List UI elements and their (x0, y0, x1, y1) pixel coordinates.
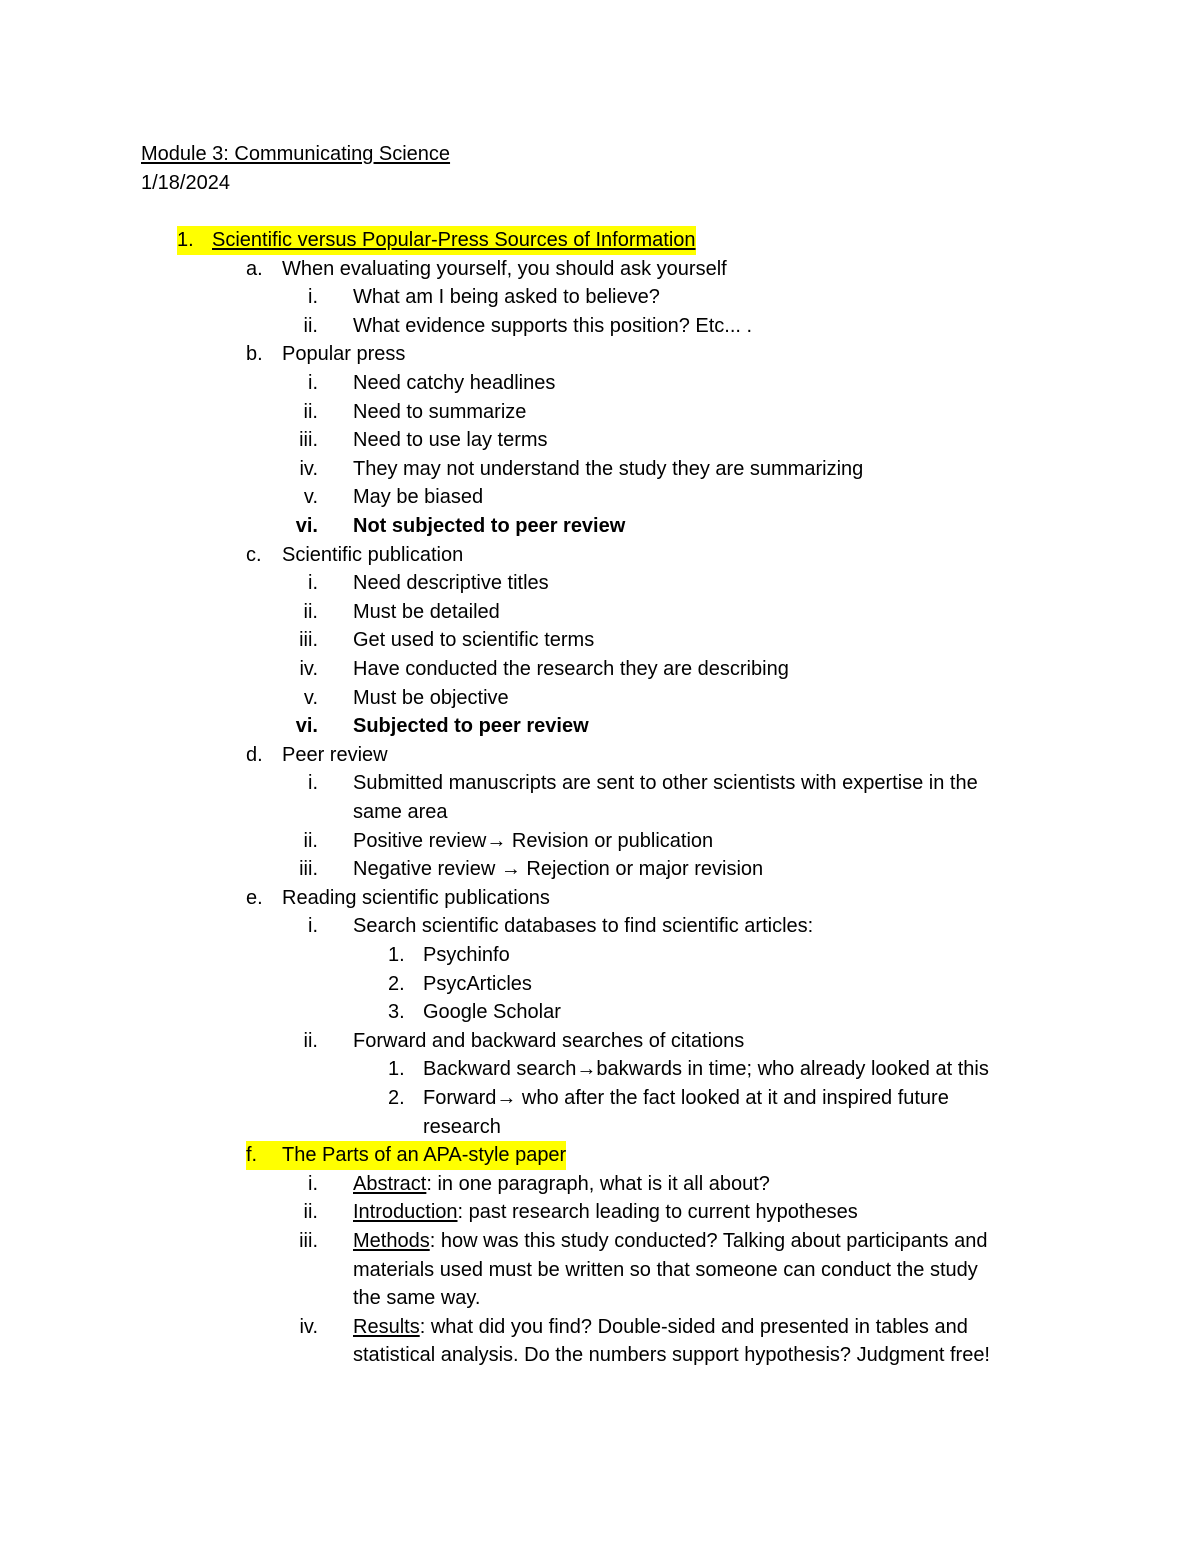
text-segment: Reading scientific publications (282, 886, 550, 909)
outline-item-level-1 (0, 541, 1200, 570)
text-segment: The Parts of an APA-style paper (282, 1144, 567, 1167)
list-item-text (353, 798, 448, 827)
list-item-text (353, 1256, 978, 1285)
list-marker: iii. (299, 629, 318, 652)
outline-item-level-2 (0, 1313, 1200, 1342)
list-item-text (353, 369, 555, 398)
text-segment: Popular press (282, 343, 406, 366)
outline-item-level-1 (0, 255, 1200, 284)
list-item-text (353, 1341, 990, 1370)
text-segment: Forward and backward searches of citations (353, 1029, 745, 1052)
list-marker: v. (303, 486, 318, 509)
list-item-text (353, 283, 660, 312)
list-marker: d. (246, 743, 263, 766)
text-segment: Need to use lay terms (353, 429, 548, 452)
list-item-text (353, 769, 978, 798)
outline-item-level-2 (0, 769, 1200, 798)
outline-item-level-2 (0, 1284, 1200, 1313)
outline-item-level-1 (0, 884, 1200, 913)
list-item-text (423, 941, 510, 970)
outline-item-level-2 (0, 569, 1200, 598)
text-segment: Forward→ who after the fact looked at it and inspired future (423, 1087, 949, 1109)
list-item-text (353, 483, 483, 512)
text-segment: Get used to scientific terms (353, 629, 595, 652)
list-item-text (353, 1284, 480, 1313)
list-item-text (353, 626, 594, 655)
outline-item-level-2 (0, 684, 1200, 713)
outline-item-level-2 (0, 1198, 1200, 1227)
outline-item-level-2 (0, 483, 1200, 512)
text-segment: Not subjected to peer review (353, 515, 626, 537)
text-segment: same area (353, 801, 448, 823)
underlined-term: Abstract (353, 1172, 427, 1195)
list-marker: b. (246, 343, 263, 366)
text-segment: Subjected to peer review (353, 715, 589, 738)
list-marker: 2. (388, 1087, 405, 1109)
list-item-text (353, 569, 549, 598)
list-marker: vi. (295, 715, 318, 738)
list-item-text (282, 541, 463, 570)
text-segment: What am I being asked to believe? (353, 286, 660, 309)
outline-item-level-2 (0, 283, 1200, 312)
list-marker: vi. (295, 515, 318, 537)
list-marker: 1. (388, 944, 405, 966)
list-marker: ii. (303, 400, 318, 423)
document-title: Module 3: Communicating Science (141, 143, 451, 165)
text-segment: : in one paragraph, what is it all about? (426, 1172, 770, 1195)
outline-item-level-2 (0, 1227, 1200, 1256)
list-marker: v. (303, 686, 318, 709)
list-marker: a. (246, 257, 263, 280)
list-marker: 1. (177, 226, 212, 255)
text-segment: Google Scholar (423, 1001, 561, 1024)
outline-item-level-2 (0, 1170, 1200, 1199)
outline-item-level-2 (0, 798, 1200, 827)
list-marker: 1. (388, 1058, 405, 1081)
list-marker: i. (308, 286, 318, 309)
list-marker: i. (308, 772, 318, 795)
list-item-text (282, 340, 405, 369)
outline-item-level-2 (0, 855, 1200, 884)
list-marker: i. (308, 915, 318, 938)
outline-item-level-2 (0, 912, 1200, 941)
text-segment: Must be objective (353, 686, 509, 709)
outline-item-level-2 (0, 712, 1200, 741)
outline-item-level-1 (0, 340, 1200, 369)
text-segment: research (423, 1115, 501, 1138)
list-item-text (282, 741, 388, 770)
list-marker: i. (308, 572, 318, 595)
document-date: 1/18/2024 (141, 172, 230, 194)
list-marker: i. (308, 1172, 318, 1195)
list-marker: ii. (303, 829, 318, 852)
outline-item-level-0 (0, 226, 1200, 255)
text-segment: What evidence supports this position? Etc... . (353, 314, 753, 337)
text-segment: Must be detailed (353, 600, 500, 623)
list-item-text (353, 684, 509, 713)
list-marker: 3. (388, 1001, 405, 1024)
list-item-text (353, 426, 548, 455)
list-item-text (212, 226, 696, 255)
text-segment: They may not understand the study they are summarizing (353, 457, 864, 480)
list-item-text (353, 312, 752, 341)
text-segment: Search scientific databases to find scientific articles: (353, 915, 814, 938)
text-segment: Backward search→bakwards in time; who already looked at this (423, 1058, 989, 1081)
list-item-text (353, 1198, 858, 1227)
text-segment: Positive review→ Revision or publication (353, 829, 714, 852)
outline-item-level-2 (0, 626, 1200, 655)
outline-item-level-2 (0, 312, 1200, 341)
outline-item-level-3 (0, 1055, 1200, 1084)
list-marker: iii. (299, 1230, 318, 1252)
outline-item-level-2 (0, 426, 1200, 455)
text-segment: Psychinfo (423, 944, 510, 966)
list-item-text (423, 1055, 989, 1084)
outline-item-level-3 (0, 970, 1200, 999)
outline-item-level-1 (0, 741, 1200, 770)
list-item-text (282, 1141, 566, 1170)
list-item-text (353, 1027, 744, 1056)
text-segment: Need to summarize (353, 400, 527, 423)
list-item-text (353, 512, 625, 541)
list-item-text (423, 998, 561, 1027)
outline-item-level-2 (0, 1027, 1200, 1056)
list-item-text (353, 912, 813, 941)
text-segment: Need catchy headlines (353, 372, 556, 394)
list-marker: iii. (299, 858, 318, 881)
list-item-text (353, 455, 863, 484)
list-item-text (423, 1084, 949, 1113)
underlined-term: Introduction (353, 1201, 458, 1224)
list-item-text (423, 970, 532, 999)
text-segment: PsycArticles (423, 972, 532, 995)
outline-item-level-2 (0, 512, 1200, 541)
outline-item-level-2 (0, 369, 1200, 398)
text-segment: the same way. (353, 1287, 481, 1310)
list-marker: ii. (303, 600, 318, 623)
text-segment: : how was this study conducted? Talking about participants and (429, 1230, 988, 1252)
text-segment: Submitted manuscripts are sent to other scientists with expertise in the (353, 772, 978, 795)
outline-item-level-1 (0, 1141, 1200, 1170)
list-item-text (282, 255, 727, 284)
list-item-text (353, 827, 713, 856)
list-marker: ii. (303, 1201, 318, 1224)
text-segment: Have conducted the research they are describing (353, 658, 789, 680)
outline-item-level-2 (0, 655, 1200, 684)
outline-item-level-3 (0, 941, 1200, 970)
list-item-text (353, 655, 789, 684)
outline-item-level-2 (0, 827, 1200, 856)
text-segment: statistical analysis. Do the numbers support hypothesis? Judgment free! (353, 1344, 990, 1367)
underlined-term: Results (353, 1315, 420, 1338)
list-marker: iii. (299, 429, 318, 452)
list-marker: iv. (299, 457, 318, 480)
underlined-term: Scientific versus Popular-Press Sources of Information (212, 229, 696, 251)
list-marker: c. (246, 543, 262, 566)
outline-item-level-3 (0, 1113, 1200, 1142)
text-segment: : what did you find? Double-sided and presented in tables and (419, 1315, 968, 1338)
outline-item-level-2 (0, 455, 1200, 484)
list-item-text (353, 712, 589, 741)
list-item-text (353, 398, 526, 427)
list-item-text (423, 1113, 501, 1142)
outline-item-level-3 (0, 1084, 1200, 1113)
list-marker: f. (246, 1141, 282, 1170)
text-segment: materials used must be written so that someone can conduct the study (353, 1258, 978, 1281)
text-segment: When evaluating yourself, you should ask yourself (282, 257, 727, 280)
list-marker: e. (246, 886, 263, 909)
text-segment: May be biased (353, 486, 484, 509)
outline-item-level-2 (0, 1256, 1200, 1285)
text-segment: Scientific publication (282, 543, 464, 566)
list-marker: iv. (299, 1315, 318, 1338)
list-marker: 2. (388, 972, 405, 995)
outline-item-level-2 (0, 398, 1200, 427)
outline-item-level-2 (0, 1341, 1200, 1370)
text-segment: Peer review (282, 743, 388, 766)
underlined-term: Methods (353, 1230, 430, 1252)
list-item-text (282, 884, 550, 913)
outline-item-level-3 (0, 998, 1200, 1027)
list-item-text (353, 1170, 770, 1199)
list-marker: iv. (299, 658, 318, 680)
list-item-text (353, 1227, 987, 1256)
text-segment: Need descriptive titles (353, 572, 549, 595)
list-marker: ii. (303, 314, 318, 337)
list-marker: ii. (303, 1029, 318, 1052)
text-segment: Negative review → Rejection or major revision (353, 858, 764, 881)
list-item-text (353, 598, 500, 627)
list-marker: i. (308, 372, 318, 394)
outline-item-level-2 (0, 598, 1200, 627)
list-item-text (353, 855, 763, 884)
list-item-text (353, 1313, 968, 1342)
text-segment: : past research leading to current hypotheses (457, 1201, 858, 1224)
